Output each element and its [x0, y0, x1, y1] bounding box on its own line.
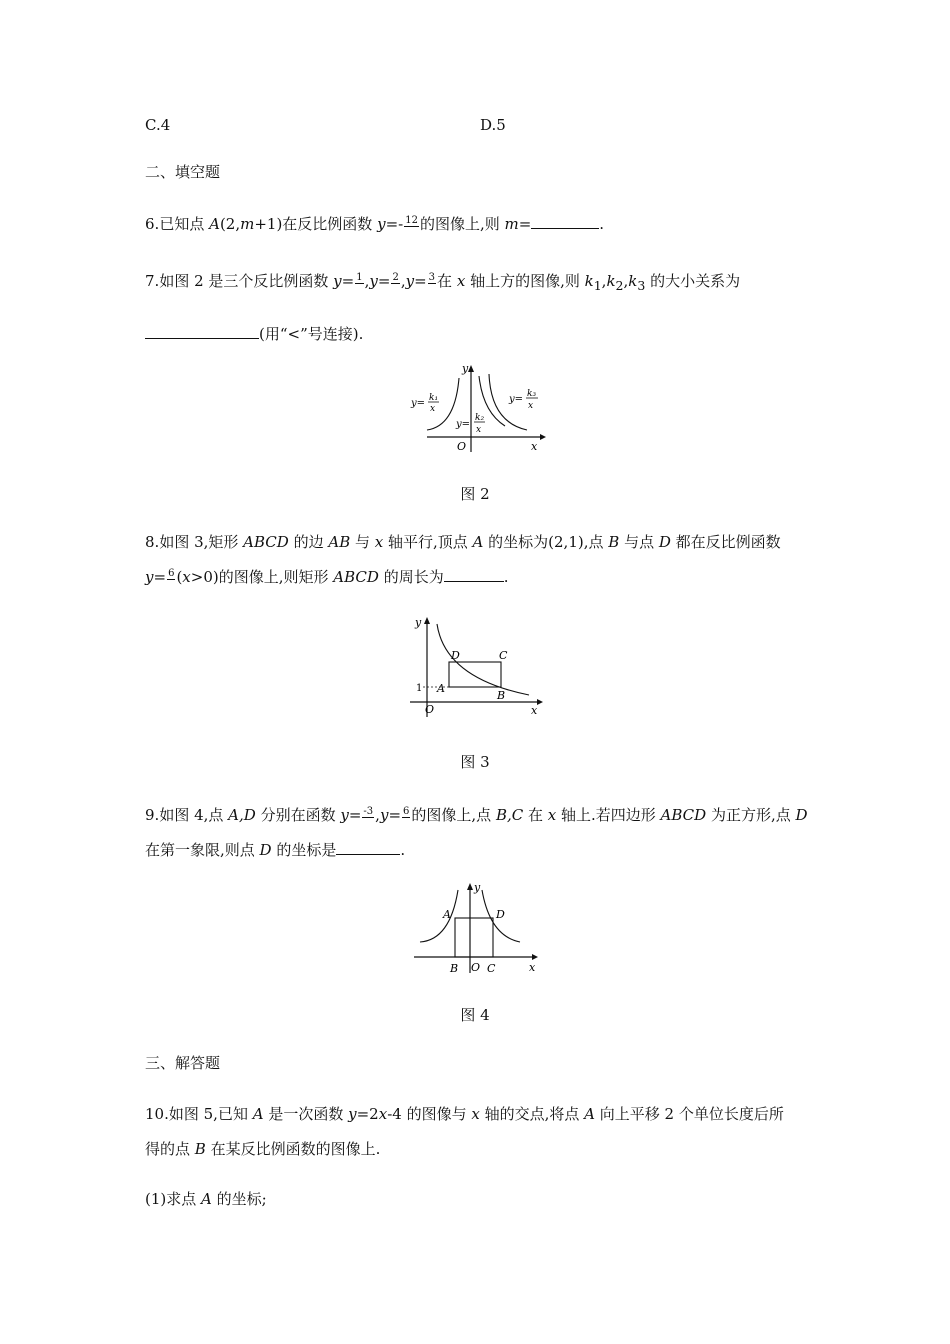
curve-label-1: y= [411, 398, 426, 409]
section-heading-solve: 三、解答题 [145, 1054, 221, 1072]
question-8-line2: y= 6 (x>0)的图像上,则矩形 ABCD 的周长为 . [145, 567, 509, 586]
axis-x-label: x [531, 704, 538, 717]
point-d-label: D [496, 908, 505, 921]
origin-label: O [457, 440, 467, 453]
curve-label-3-num: k₃ [527, 389, 537, 399]
figure-3-caption: 图 3 [460, 753, 490, 771]
figure-4-caption: 图 4 [460, 1006, 490, 1024]
question-9: 9.如图 4,点 A,D 分别在函数 y= -3 ,y= 6 的图像上,点 B,C 在 x 轴上.若四边形 ABCD 为正方形,点 D [145, 805, 808, 824]
origin-label: O [471, 961, 481, 974]
question-6: 6.已知点 A(2,m+1)在反比例函数 y=- 12 的图像上,则 m= . [145, 214, 605, 233]
figure-2 [405, 360, 550, 455]
point-b-label: B [497, 689, 506, 702]
axis-y-label: y [474, 881, 481, 894]
section-heading-fill-in: 二、填空题 [145, 163, 221, 181]
axis-y-label: y [415, 616, 422, 629]
point-a-label: A [443, 908, 451, 921]
curve-label-1-num: k₁ [429, 393, 439, 403]
question-8: 8.如图 3,矩形 ABCD 的边 AB 与 x 轴平行,顶点 A 的坐标为(2,1),点 B 与点 D 都在反比例函数 [145, 533, 781, 551]
axis-y-label: y [462, 362, 469, 375]
axis-x-label: x [529, 961, 536, 974]
question-10-part1: (1)求点 A 的坐标; [145, 1190, 267, 1208]
origin-label: O [425, 703, 435, 716]
question-10-line2: 得的点 B 在某反比例函数的图像上. [145, 1140, 381, 1158]
answer-blank [145, 338, 259, 339]
point-b-label: B [450, 962, 459, 975]
question-10: 10.如图 5,已知 A 是一次函数 y=2x-4 的图像与 x 轴的交点,将点 A 向上平移 2 个单位长度后所 [145, 1105, 784, 1123]
question-9-line2: 在第一象限,则点 D 的坐标是 . [145, 841, 406, 859]
option-d: D.5 [480, 116, 506, 134]
axis-x-label: x [531, 440, 538, 453]
option-c: C.4 [145, 116, 171, 134]
figure-3 [405, 612, 545, 722]
figure-2-caption: 图 2 [460, 485, 490, 503]
figure-4 [410, 878, 545, 978]
question-7-line2: (用“<”号连接). [145, 323, 363, 344]
point-c-label: C [487, 962, 496, 975]
point-a-label: A [437, 682, 445, 695]
question-7: 7.如图 2 是三个反比例函数 y= 1 ,y= 2 ,y= 3 在 x 轴上方的图像,则 $k_1,k_2,k_3$ 的大小关系为 [145, 271, 741, 293]
tick-label-1: 1 [416, 683, 423, 694]
answer-blank [336, 854, 400, 855]
answer-blank [444, 581, 504, 582]
curve-label-2-den: x [476, 425, 482, 435]
point-d-label: D [451, 649, 460, 662]
answer-blank [531, 228, 599, 229]
curve-label-3-den: x [528, 401, 534, 411]
curve-label-2: y= [456, 419, 471, 430]
point-c-label: C [499, 649, 508, 662]
curve-label-3: y= [509, 394, 524, 405]
curve-label-2-num: k₂ [475, 413, 485, 423]
fraction-12: 12 [405, 214, 418, 226]
curve-label-1-den: x [430, 404, 436, 414]
